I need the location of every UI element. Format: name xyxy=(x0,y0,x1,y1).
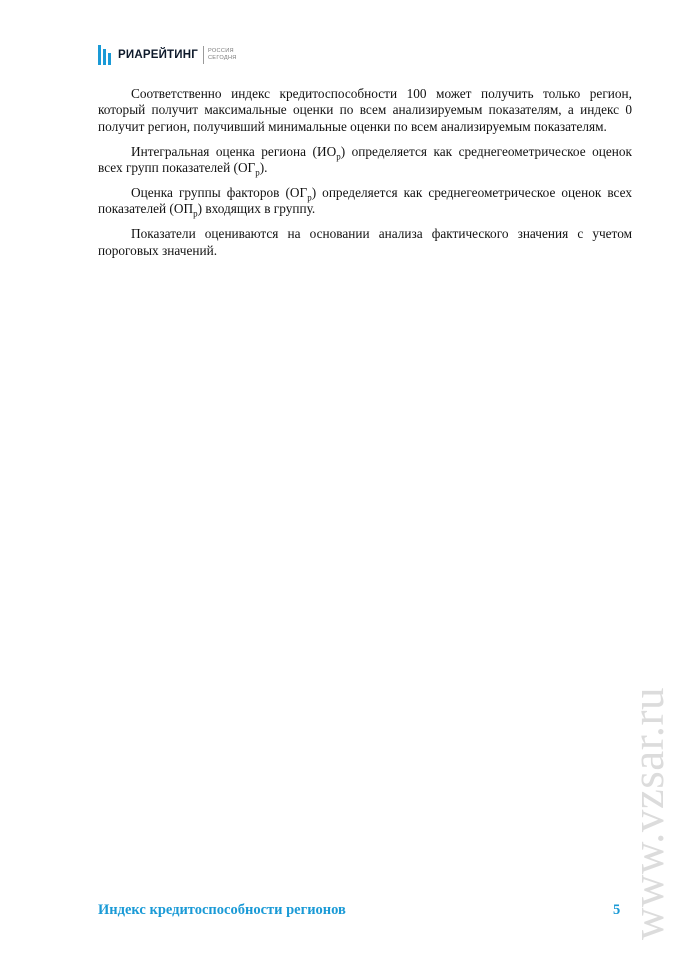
site-watermark: www.vzsar.ru xyxy=(623,686,673,940)
p3-text-c: ) входящих в группу. xyxy=(197,201,316,217)
p2-text-b: ) определяется как среднегеометрическое оценок всех групп показателей (ОГ xyxy=(98,143,632,176)
p3-subscript-2: р xyxy=(193,209,198,220)
paragraph-index-range: Соответственно индекс кредитоспособности 100 может получить только регион, который получит максимальные оценки по всем анализируемым показателям, а индекс 0 получит регион, получивший минимальные оценки по всем анализируемым показателям. xyxy=(98,86,632,134)
p2-text-c: ). xyxy=(259,160,268,176)
paragraph-group-score xyxy=(98,185,632,218)
p3-text-b: ) определяется как среднегеометрическое оценок всех показателей (ОП xyxy=(98,185,632,217)
logo-wordmark-ria: РИА xyxy=(118,49,143,61)
logo-subtitle xyxy=(208,48,237,62)
p2-subscript-1: р xyxy=(336,151,341,162)
ria-logo-bars-icon xyxy=(98,45,114,65)
p2-subscript-2: р xyxy=(255,167,260,178)
logo-subtitle-line2: СЕГОДНЯ xyxy=(207,55,237,61)
page-number: 5 xyxy=(613,902,621,918)
paragraph-integral-score xyxy=(98,144,632,177)
logo-divider xyxy=(203,46,204,64)
p3-text-a: Оценка группы факторов (ОГ xyxy=(131,185,308,201)
logo-wordmark xyxy=(118,49,198,61)
ria-rating-logo xyxy=(98,44,237,66)
logo-wordmark-rating: РЕЙТИНГ xyxy=(142,49,198,61)
p3-subscript-1: р xyxy=(307,192,312,203)
logo-subtitle-line1: РОССИЯ xyxy=(207,48,234,54)
p2-text-a: Интегральная оценка региона (ИО xyxy=(131,143,337,159)
document-body xyxy=(98,86,632,268)
footer-document-title: Индекс кредитоспособности регионов xyxy=(98,902,346,918)
paragraph-indicators: Показатели оцениваются на основании анализа фактического значения с учетом пороговых значений. xyxy=(98,226,632,258)
